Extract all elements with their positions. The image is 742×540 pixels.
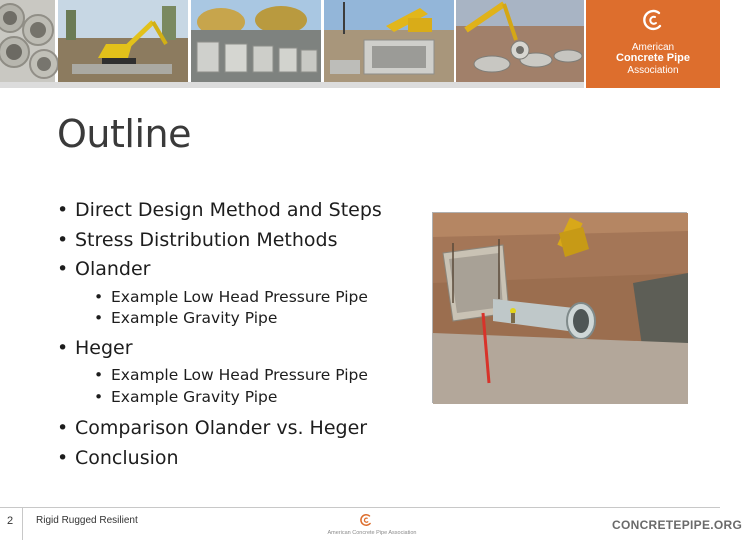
banner-photo-pipe-yard [191,0,321,82]
website-link[interactable]: CONCRETEPIPE.ORG [612,518,742,532]
banner-photo-pipe-trench [456,0,584,82]
footer-logo [312,513,432,539]
page-number: 2 [6,515,14,527]
sub-bullet-item: • Example Low Head Pressure Pipe [57,287,427,309]
bullet-item: • Comparison Olander vs. Heger [57,414,427,444]
banner-photo-box-culvert [324,0,454,82]
acpa-logo [586,0,720,88]
bullet-item: • Olander [57,255,427,285]
pipe-installation-photo [432,212,687,403]
acpa-logo-line2: Concrete Pipe [616,52,690,64]
footer-logo-text: American Concrete Pipe Association [327,530,417,536]
slide-title: Outline [57,112,191,156]
outline-list [57,196,427,473]
acpa-footer-logo-icon [359,513,373,527]
footer-rule [0,507,720,508]
banner-photo-excavator [58,0,188,82]
bullet-item: • Stress Distribution Methods [57,226,427,256]
bullet-item: • Conclusion [57,444,427,474]
bullet-item: • Heger [57,334,427,364]
sub-bullet-item: • Example Gravity Pipe [57,387,427,409]
banner-photo-pipe-stack [0,0,55,82]
header-banner [0,0,720,88]
acpa-logo-icon [641,8,665,32]
bullet-item: • Direct Design Method and Steps [57,196,427,226]
acpa-logo-line3: Association [627,65,679,76]
footer-divider [22,507,23,540]
banner-underline [0,82,584,88]
sub-bullet-item: • Example Gravity Pipe [57,308,427,330]
acpa-logo-line1: American [631,42,675,53]
footer-tagline: Rigid Rugged Resilient [36,515,138,526]
sub-bullet-item: • Example Low Head Pressure Pipe [57,365,427,387]
